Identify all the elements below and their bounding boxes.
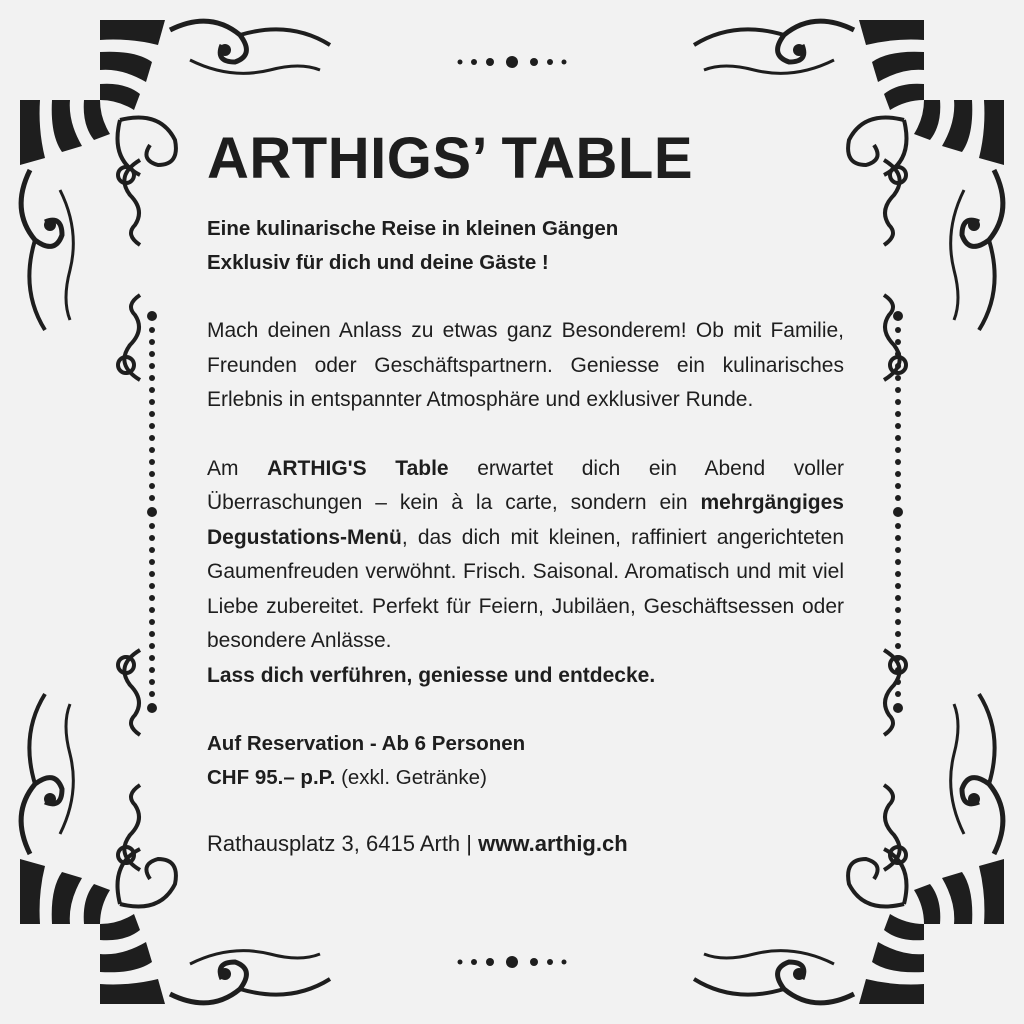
flyer-content (207, 118, 844, 861)
closing-line: Lass dich verführen, geniesse und entdecke. (207, 663, 656, 687)
price-line (207, 761, 844, 795)
left-dot-line (147, 311, 157, 713)
page-title: ARTHIGS’ TABLE (207, 126, 694, 191)
website-link[interactable]: www.arthig.ch (478, 830, 628, 856)
menu-highlight: mehrgängiges Degustations-Menü (207, 491, 844, 549)
subtitle-line-1: Eine kulinarische Reise in kleinen Gängen (207, 217, 619, 240)
description-text-2: erwartet dich ein Abend voller Überraschungen – kein à la carte, sondern ein (207, 456, 844, 514)
price-note: (exkl. Getränke) (335, 765, 487, 789)
description-text-1: Am (207, 456, 268, 480)
booking-info (207, 727, 844, 795)
description-paragraph (207, 452, 844, 659)
left-upper-scroll (118, 160, 140, 380)
right-lower-scroll (884, 650, 906, 870)
subtitle-line-2: Exklusiv für dich und deine Gäste ! (207, 251, 549, 274)
address-line (207, 827, 844, 861)
restaurant-name: ARTHIG'S Table (267, 456, 449, 480)
subtitle (207, 212, 844, 280)
price-amount: CHF 95.– p.P. (207, 765, 336, 789)
street-address: Rathausplatz 3, 6415 Arth | (207, 830, 479, 856)
left-lower-scroll (118, 650, 140, 870)
reservation-note: Auf Reservation - Ab 6 Personen (207, 731, 526, 755)
bottom-dot-ornament (458, 956, 567, 968)
description-text-3: , das dich mit kleinen, raffiniert angerichteten Gaumenfreuden verwöhnt. Frisch. Saisonal. Aromatisch und mit viel Liebe zubereitet. Perfekt für Feiern, Jubiläen, Geschäftsessen oder besondere Anlässe. (207, 525, 844, 652)
intro-paragraph: Mach deinen Anlass zu etwas ganz Besonderem! Ob mit Familie, Freunden oder Geschäftspartnern. Geniesse ein kulinarisches Erlebnis in entspannter Atmosphäre und exklusiver Runde. (207, 319, 844, 411)
right-upper-scroll (884, 160, 906, 380)
top-dot-ornament (458, 56, 567, 68)
